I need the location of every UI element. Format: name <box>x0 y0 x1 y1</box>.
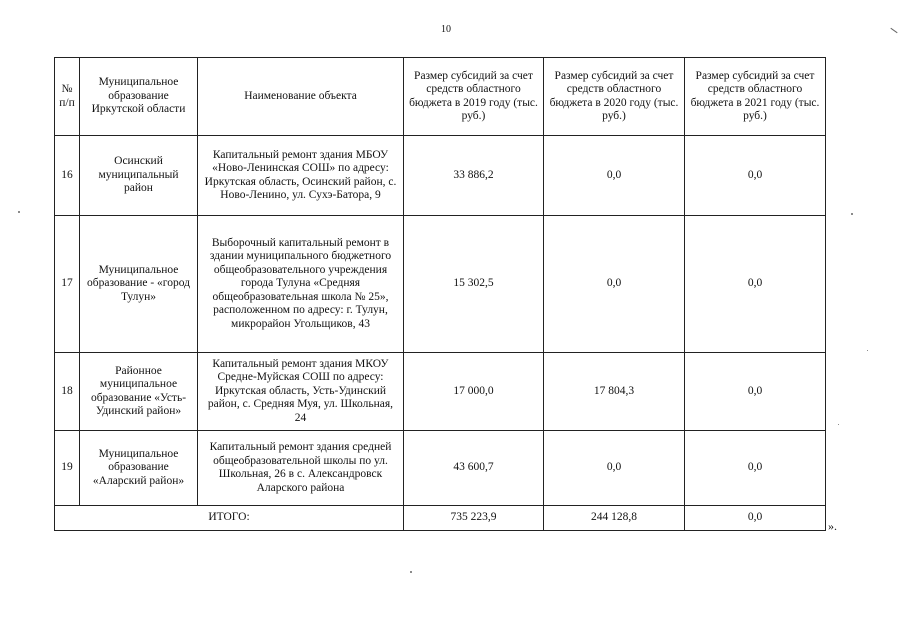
total-2019: 735 223,9 <box>404 506 544 531</box>
row-num: 18 <box>55 353 80 431</box>
row-num: 17 <box>55 216 80 353</box>
scan-speck <box>410 571 412 573</box>
row-municipality: Районное муниципальное образование «Усть-Удинский район» <box>80 353 198 431</box>
header-num: № п/п <box>55 58 80 136</box>
row-2021: 0,0 <box>685 216 826 353</box>
row-2019: 43 600,7 <box>404 431 544 506</box>
header-municipality: Муниципальное образование Иркутской области <box>80 58 198 136</box>
scan-speck <box>851 213 853 215</box>
page-number: 10 <box>441 24 451 35</box>
row-num: 19 <box>55 431 80 506</box>
row-object: Капитальный ремонт здания МКОУ Средне-Муйская СОШ по адресу: Иркутская область, Усть-Удинский район, с. Средняя Муя, ул. Школьная, 24 <box>198 353 404 431</box>
header-2021: Размер субсидий за счет средств областного бюджета в 2021 году (тыс. руб.) <box>685 58 826 136</box>
header-2019: Размер субсидий за счет средств областного бюджета в 2019 году (тыс. руб.) <box>404 58 544 136</box>
row-2020: 17 804,3 <box>544 353 685 431</box>
scan-speck <box>18 211 20 213</box>
total-2021: 0,0 <box>685 506 826 531</box>
subsidies-table <box>54 57 826 531</box>
row-2020: 0,0 <box>544 431 685 506</box>
table-row <box>55 353 826 431</box>
scan-speck <box>867 350 868 351</box>
scan-speck <box>838 424 839 425</box>
total-row <box>55 506 826 531</box>
table-row <box>55 216 826 353</box>
row-2021: 0,0 <box>685 431 826 506</box>
row-2019: 17 000,0 <box>404 353 544 431</box>
table-row <box>55 431 826 506</box>
row-municipality: Осинский муниципальный район <box>80 136 198 216</box>
row-object: Выборочный капитальный ремонт в здании муниципального бюджетного общеобразовательного учреждения города Тулуна «Средняя общеобразовательная школа № 25», расположенном по адресу: г. Тулун, микрорайон Угольщиков, 43 <box>198 216 404 353</box>
closing-quote: ». <box>828 519 837 533</box>
scan-speck <box>890 28 897 33</box>
row-2019: 15 302,5 <box>404 216 544 353</box>
row-num: 16 <box>55 136 80 216</box>
row-municipality: Муниципальное образование «Аларский район» <box>80 431 198 506</box>
total-label: ИТОГО: <box>55 506 404 531</box>
table-header-row <box>55 58 826 136</box>
row-object: Капитальный ремонт здания средней общеобразовательной школы по ул. Школьная, 26 в с. Александровск Аларского района <box>198 431 404 506</box>
table-row <box>55 136 826 216</box>
row-object: Капитальный ремонт здания МБОУ «Ново-Ленинская СОШ» по адресу: Иркутская область, Осинский район, с. Ново-Ленино, ул. Сухэ-Батора, 9 <box>198 136 404 216</box>
row-2021: 0,0 <box>685 353 826 431</box>
total-2020: 244 128,8 <box>544 506 685 531</box>
row-2021: 0,0 <box>685 136 826 216</box>
row-municipality: Муниципальное образование - «город Тулун» <box>80 216 198 353</box>
header-object: Наименование объекта <box>198 58 404 136</box>
header-2020: Размер субсидий за счет средств областного бюджета в 2020 году (тыс. руб.) <box>544 58 685 136</box>
row-2020: 0,0 <box>544 136 685 216</box>
row-2020: 0,0 <box>544 216 685 353</box>
row-2019: 33 886,2 <box>404 136 544 216</box>
